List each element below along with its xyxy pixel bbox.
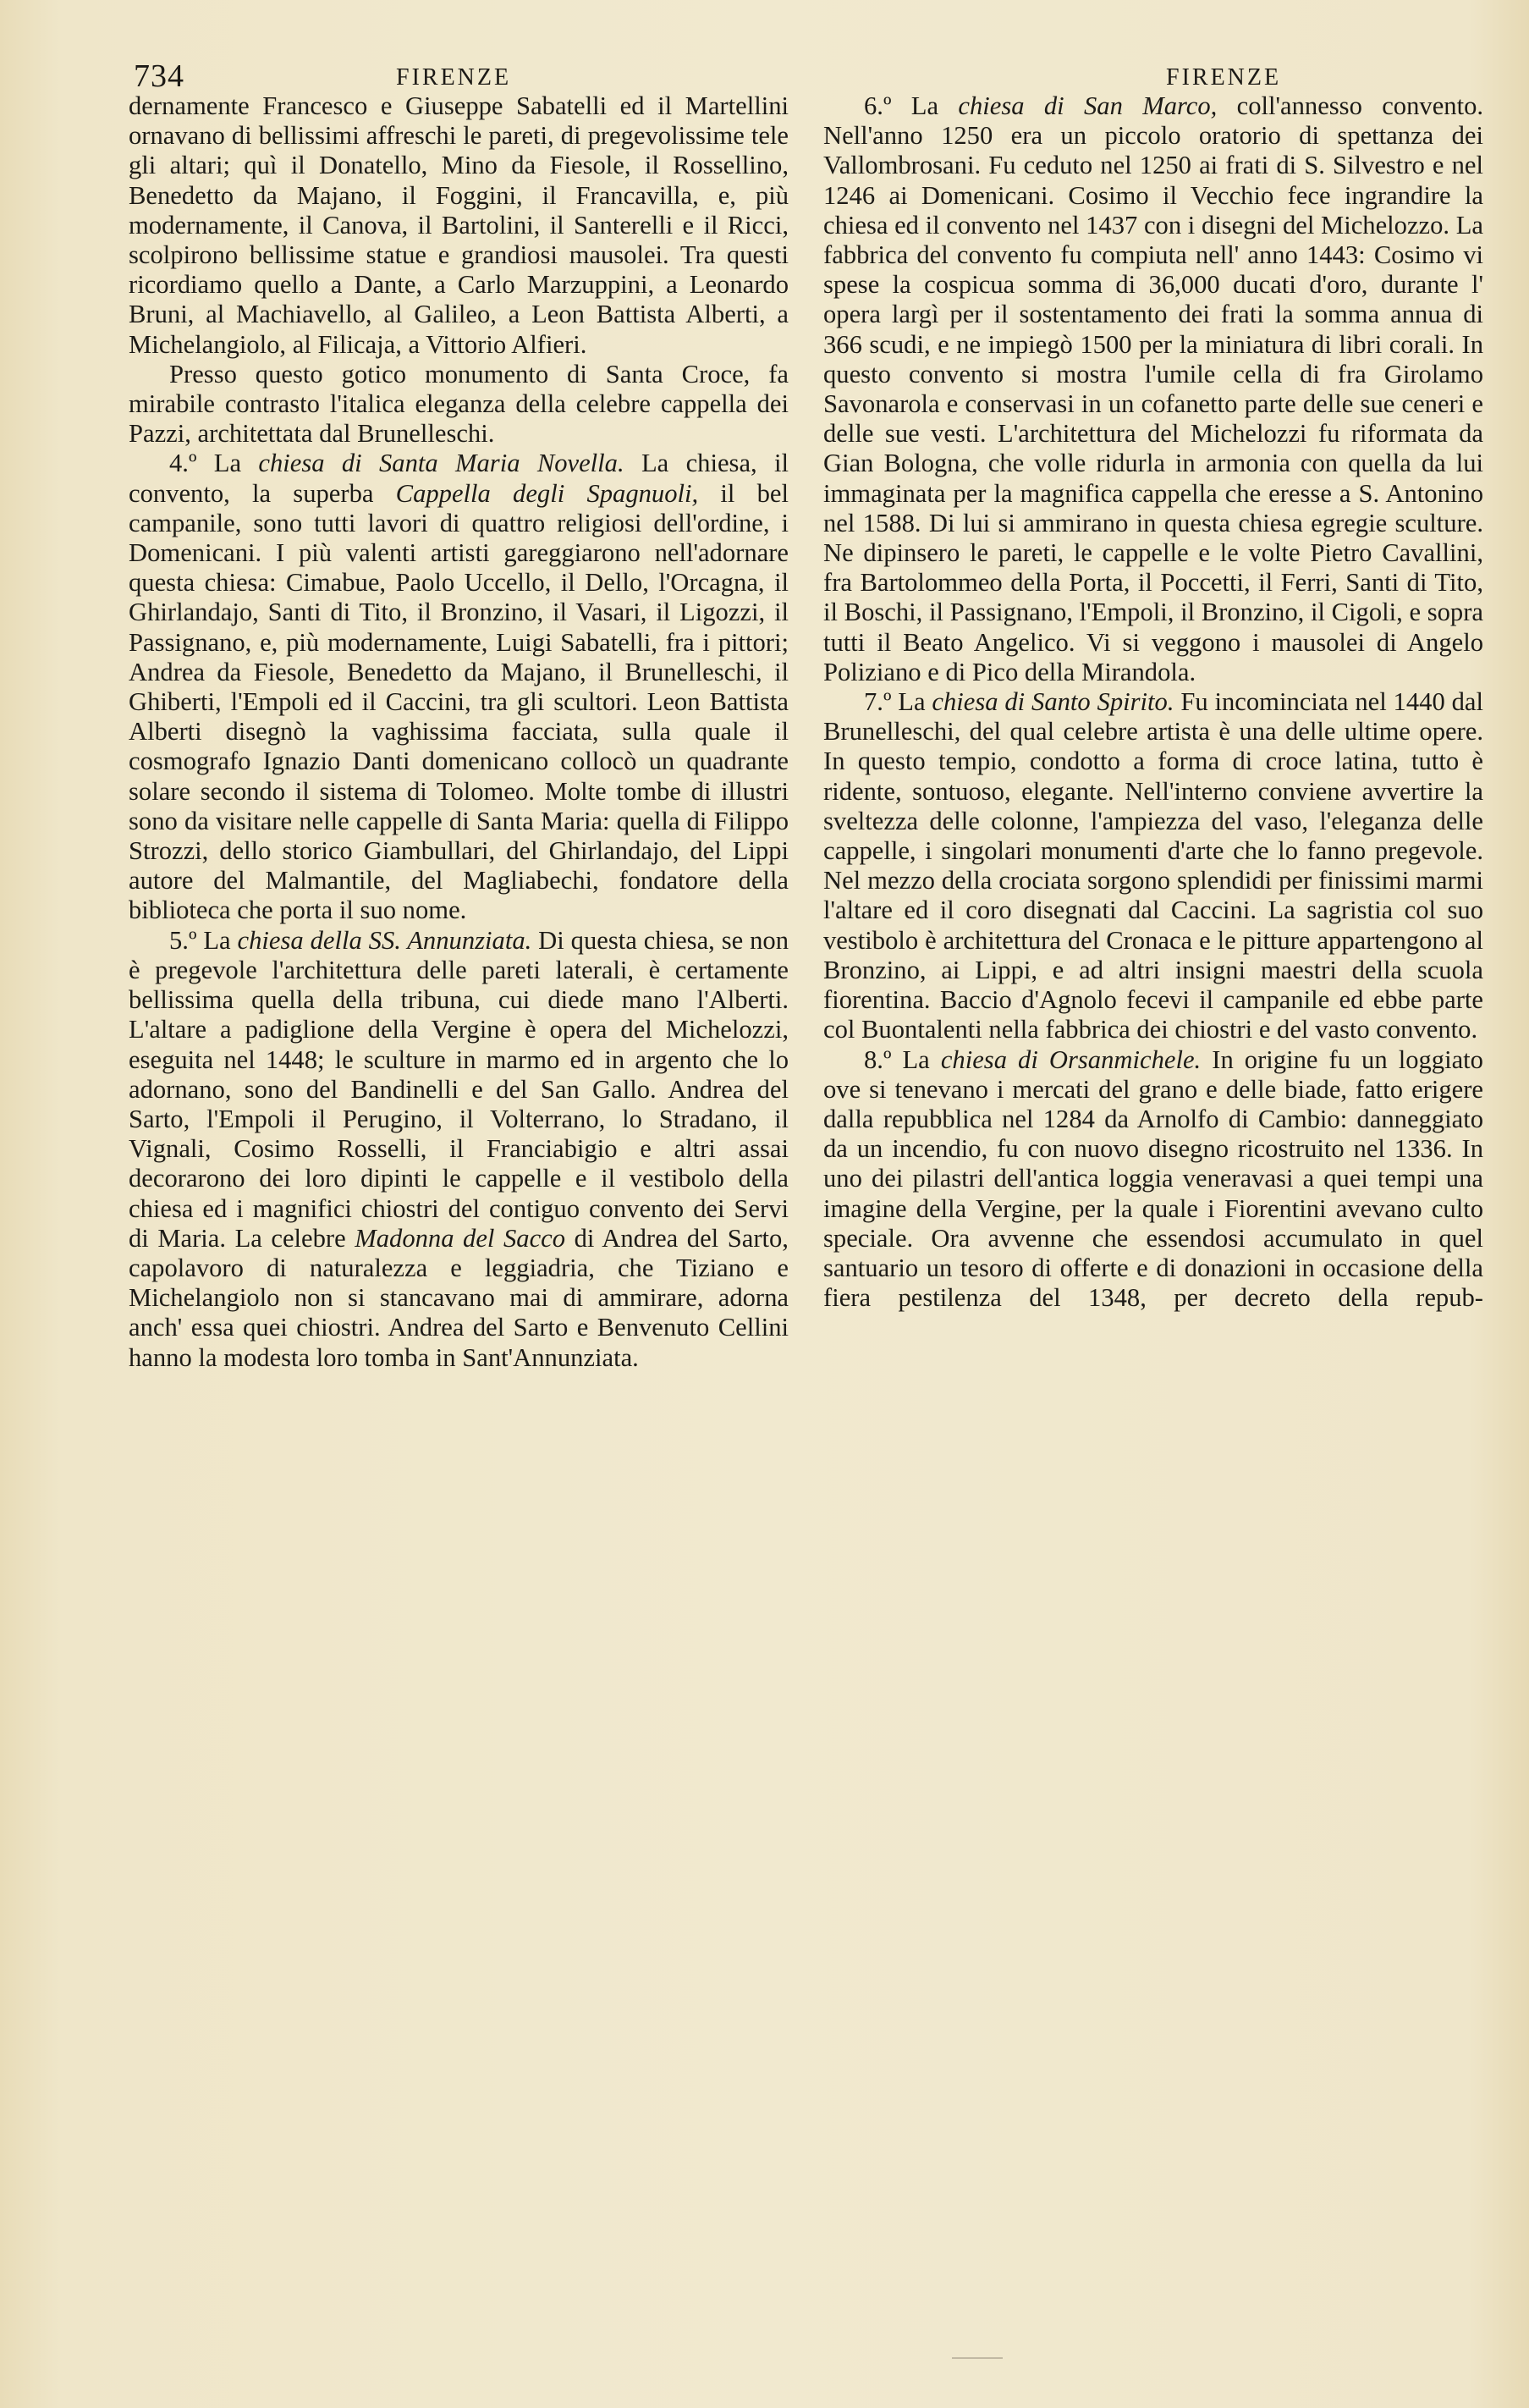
paragraph-santo-spirito: 7.º La chiesa di Santo Spirito. Fu incominciata nel 1440 dal Brunelleschi, del qual celebre artista è una delle ultime opere. In questo tempio, condotto a forma di croce latina, tutto è ridente, sontuoso, elegante. Nell'interno conviene avvertire la sveltezza delle colonne, l'ampiezza del vaso, l'eleganza delle cappelle, i singolari monumenti d'arte che lo fanno pregevole. Nel mezzo della crociata sorgono splendidi per finissimi marmi l'altare ed il coro disegnati dal Caccini. La sagristia col suo vestibolo è architettura del Cronaca e le pitture appartengono al Bronzino, ai Lippi, e ad altri insigni maestri della scuola fiorentina. Baccio d'Agnolo fecevi il campanile ed ebbe parte col Buontalenti nella fabbrica dei chiostri e del vasto convento. [823, 687, 1483, 1044]
section-title: chiesa di Orsanmichele. [940, 1044, 1202, 1074]
paragraph-santa-croce-continued: dernamente Francesco e Giuseppe Sabatelli ed il Martellini ornavano di bellissimi affreschi le pareti, di pregevolissime tele gli altari; quì il Donatello, Mino da Fiesole, il Rossellino, Benedetto da Majano, il Foggini, il Francavilla, e, più modernamente, il Canova, il Bartolini, il Santerelli e il Ricci, scolpirono bellissime statue e grandiosi mausolei. Tra questi ricordiamo quello a Dante, a Carlo Marzuppini, a Leonardo Bruni, al Machiavello, al Galileo, a Leon Battista Alberti, a Michelangiolo, al Filicaja, a Vittorio Alfieri. [129, 91, 789, 359]
page-number: 734 [134, 58, 184, 94]
paragraph-annunziata: 5.º La chiesa della SS. Annunziata. Di questa chiesa, se non è pregevole l'architettura delle pareti laterali, è certamente bellissima quella della tribuna, cui diede mano l'Alberti. L'altare a padiglione della Vergine è opera del Michelozzi, eseguita nel 1448; le sculture in marmo ed in argento che lo adornano, sono del Bandinelli e del San Gallo. Andrea del Sarto, l'Empoli il Perugino, il Volterrano, lo Stradano, il Vignali, Cosimo Rosselli, il Franciabigio e altri assai decorarono dei loro dipinti le cappelle e il vestibolo della chiesa ed i magnifici chiostri del contiguo convento dei Servi di Maria. La celebre Madonna del Sacco di Andrea del Sarto, capolavoro di naturalezza e leggiadria, che Tiziano e Michelangiolo non si stancavano mai di ammirare, adorna anch' essa quei chiostri. Andrea del Sarto e Benvenuto Cellini hanno la modesta loro tomba in Sant'Annunziata. [129, 925, 789, 1372]
running-head-right: FIRENZE [1166, 64, 1282, 91]
inline-title: Madonna del Sacco [355, 1223, 566, 1253]
paragraph-san-marco: 6.º La chiesa di San Marco, coll'annesso convento. Nell'anno 1250 era un piccolo oratorio di spettanza dei Vallombrosani. Fu ceduto nel 1250 ai frati di S. Silvestro e nel 1246 ai Domenicani. Cosimo il Vecchio fece ingrandire la chiesa ed il convento nel 1437 con i disegni del Michelozzo. La fabbrica del convento fu compiuta nell' anno 1443: Cosimo vi spese la cospicua somma di 36,000 ducati d'oro, durante l' opera largì per il sostentamento dei frati la somma annua di 366 scudi, e ne impiegò 1500 per la miniatura di libri corali. In questo convento si mostra l'umile cella di fra Girolamo Savonarola e conservasi in un cofanetto parte delle sue ceneri e delle sue vesti. L'architettura del Michelozzi fu riformata da Gian Bologna, che volle ridurla in armonia con quella da lui immaginata per la magnifica cappella che eresse a S. Antonino nel 1588. Di lui si ammirano in questa chiesa egregie sculture. Ne dipinsero le pareti, le cappelle e le volte Pietro Cavallini, fra Bartolommeo della Porta, il Poccetti, il Ferri, Santi di Tito, il Boschi, il Passignano, l'Empoli, il Bronzino, il Cigoli, e sopra tutti il Beato Angelico. Vi si veggono i mausolei di Angelo Poliziano e di Pico della Mirandola. [823, 91, 1484, 686]
printer-mark [952, 2357, 1003, 2359]
section-title: chiesa di Santa Maria Novella. [258, 449, 624, 478]
left-column [129, 91, 789, 1373]
right-column [823, 91, 1483, 1313]
paragraph-santa-maria-novella: 4.º La chiesa di Santa Maria Novella. La chiesa, il convento, la superba Cappella degli Spagnuoli, il bel campanile, sono tutti lavori di quattro religiosi dell'ordine, i Domenicani. I più valenti artisti gareggiarono nell'adornare questa chiesa: Cimabue, Paolo Uccello, il Dello, l'Orcagna, il Ghirlandajo, Santi di Tito, il Bronzino, il Vasari, il Ligozzi, il Passignano, e, più modernamente, Luigi Sabatelli, fra i pittori; Andrea da Fiesole, Benedetto da Majano, il Brunelleschi, il Ghiberti, l'Empoli ed il Caccini, tra gli scultori. Leon Battista Alberti disegnò la vaghissima facciata, sulla quale il cosmografo Ignazio Danti domenicano collocò un quadrante solare secondo il sistema di Tolomeo. Molte tombe di illustri sono da visitare nelle cappelle di Santa Maria: quella di Filippo Strozzi, dello storico Giambullari, del Ghirlandajo, del Lippi autore del Malmantile, del Magliabechi, fondatore della biblioteca che porta il suo nome. [129, 449, 789, 925]
section-title: chiesa della SS. Annunziata. [237, 925, 532, 955]
inline-title: Cappella degli Spagnuoli, [395, 478, 699, 508]
paragraph-orsanmichele: 8.º La chiesa di Orsanmichele. In origine fu un loggiato ove si tenevano i mercati del grano e delle biade, fatto erigere dalla repubblica nel 1284 da Arnolfo di Cambio: danneggiato da un incendio, fu con nuovo disegno ricostruito nel 1336. In uno dei pilastri dell'antica loggia veneravasi a quei tempi una imagine della Vergine, per la quale i Fiorentini avevano culto speciale. Ora avvenne che essendosi accumulato in quel santuario un tesoro di offerte e di donazioni in occasione della fiera pestilenza del 1348, per decreto della repub- [823, 1044, 1483, 1313]
section-title: chiesa di San Marco, [958, 91, 1218, 120]
running-head-left: FIRENZE [396, 64, 512, 91]
section-title: chiesa di Santo Spirito. [932, 687, 1174, 717]
paragraph-pazzi-chapel: Presso questo gotico monumento di Santa Croce, fa mirabile contrasto l'italica eleganza della celebre cappella dei Pazzi, architettata dal Brunelleschi. [129, 359, 789, 449]
